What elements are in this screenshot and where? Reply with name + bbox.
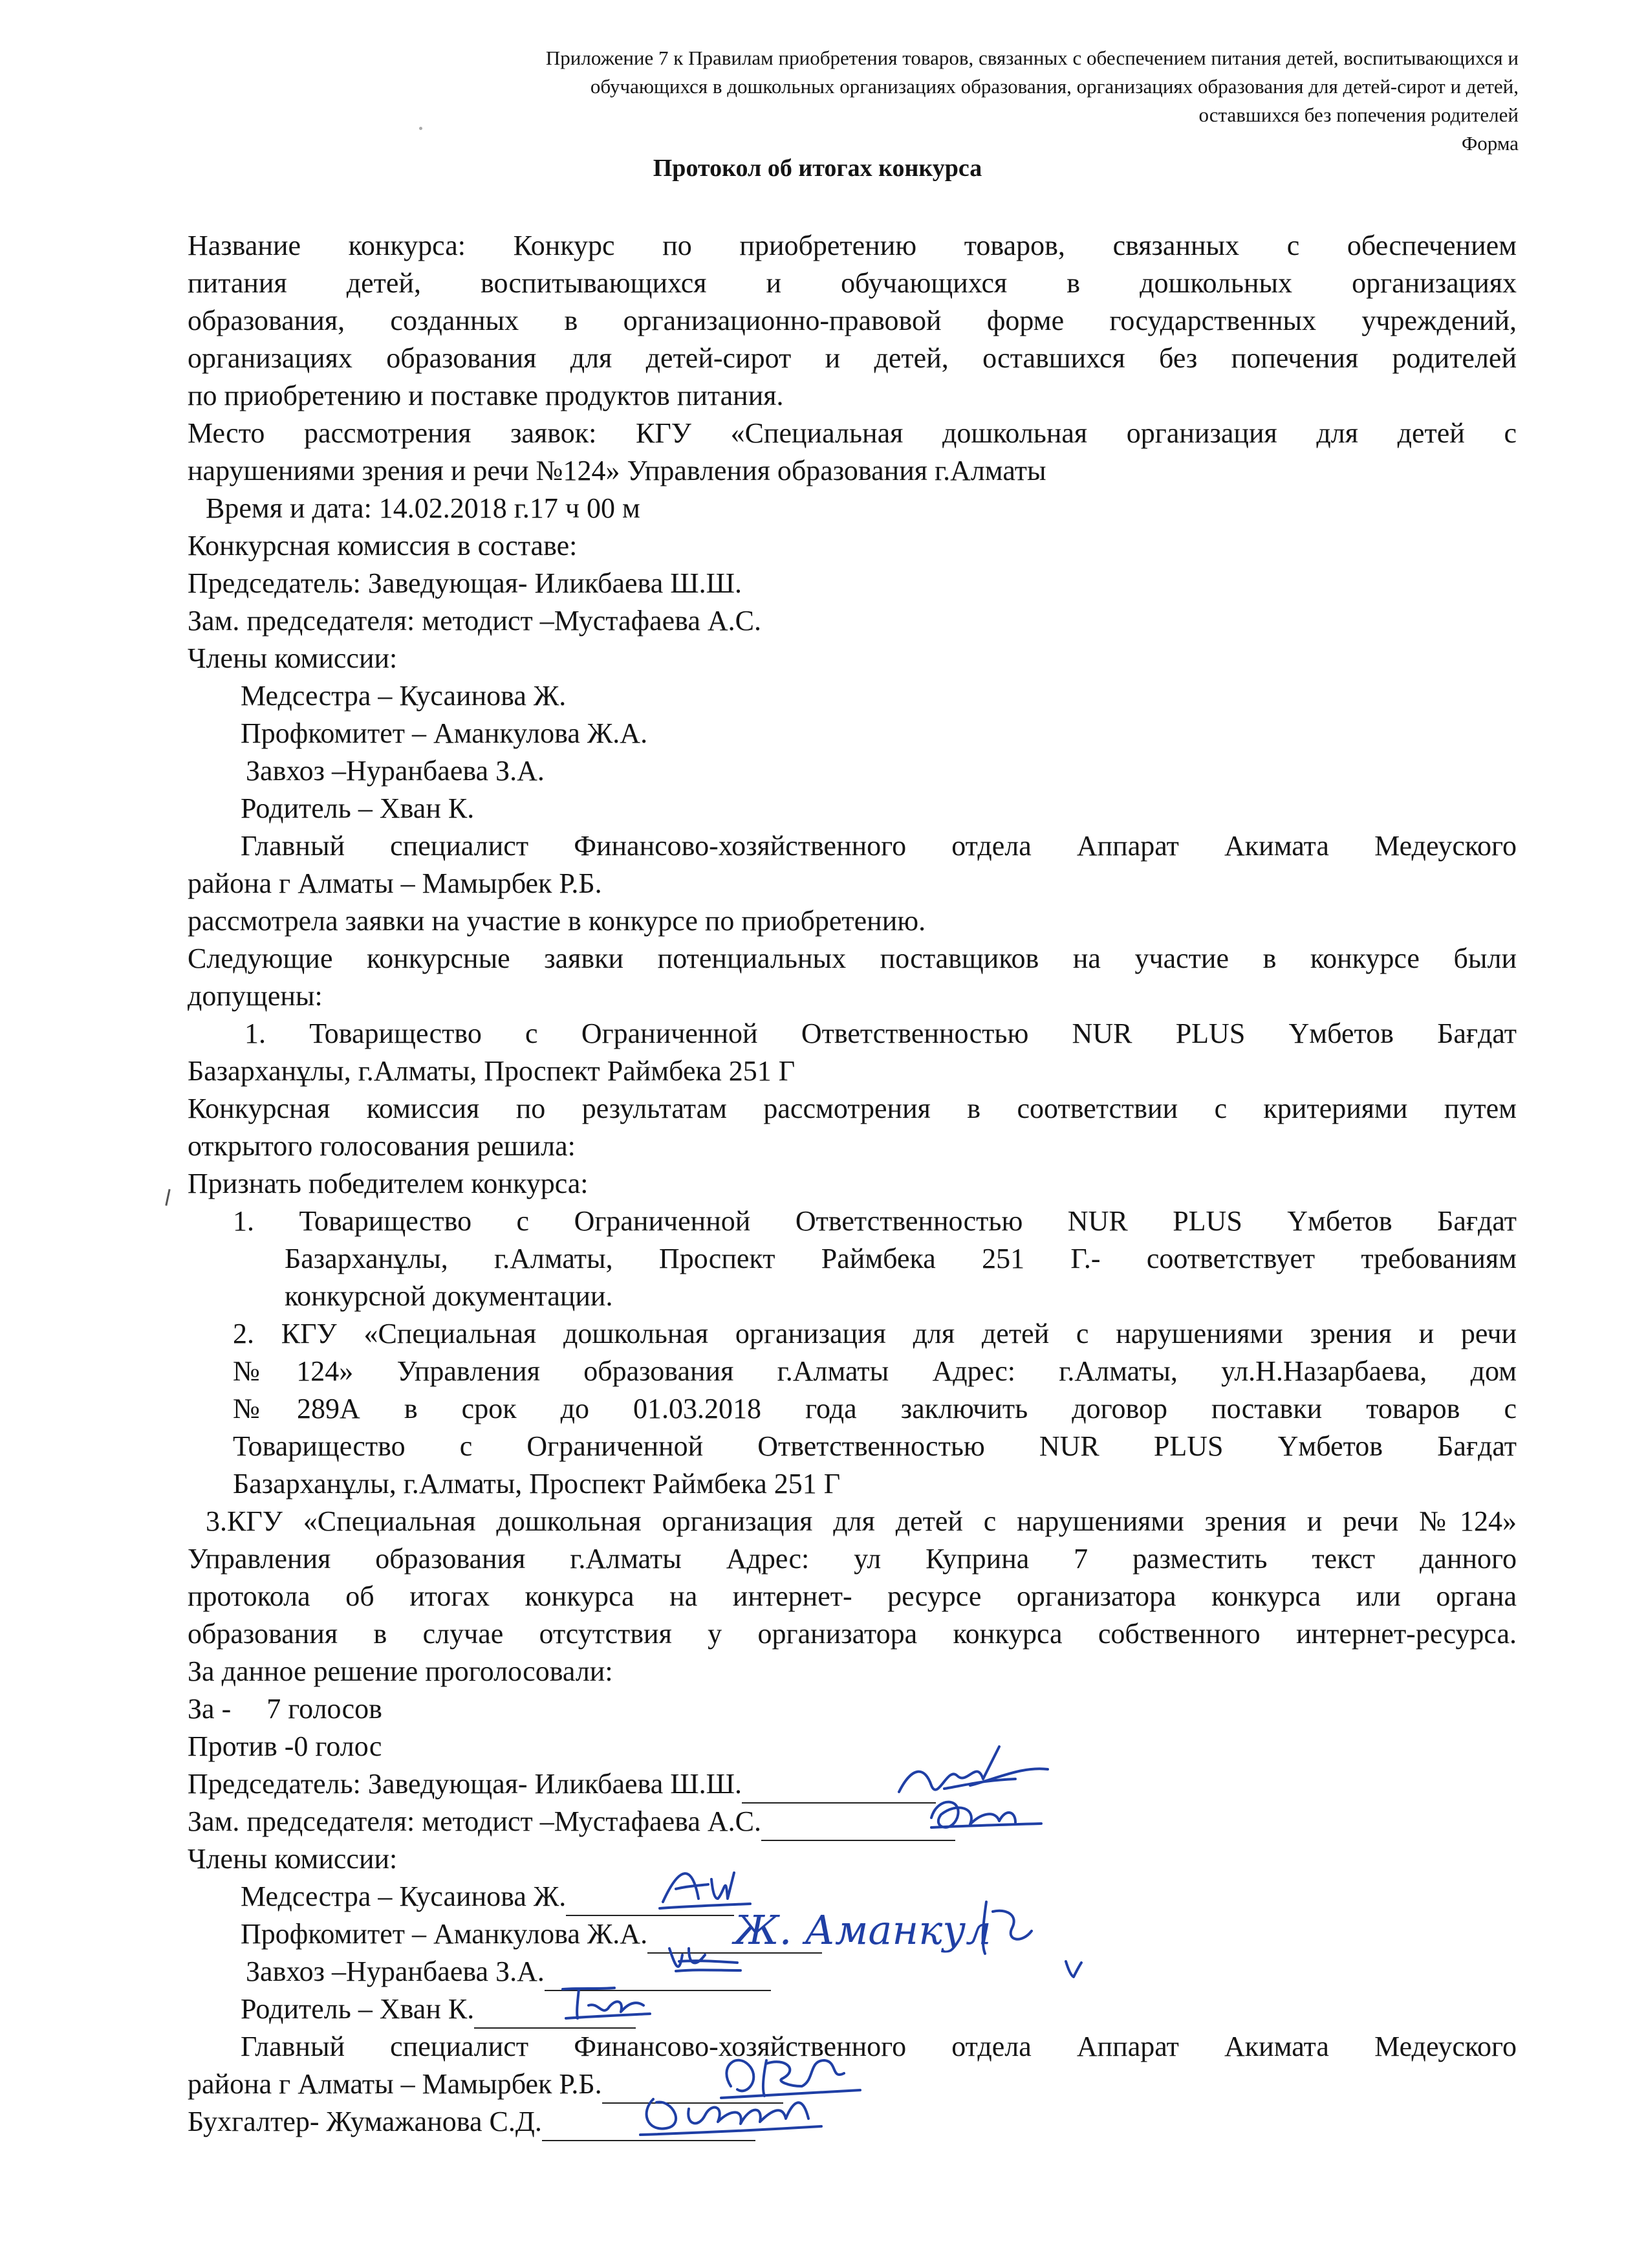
member-line: Профкомитет – Аманкулова Ж.А. bbox=[241, 717, 648, 749]
body-line: открытого голосования решила: bbox=[188, 1130, 576, 1162]
member-line: Родитель – Хван К. bbox=[241, 792, 475, 824]
signatory-name: Завхоз –Нуранбаева З.А. bbox=[246, 1956, 545, 1987]
member-line: Медсестра – Кусаинова Ж. bbox=[241, 680, 567, 712]
body-line: по приобретению и поставке продуктов питания. bbox=[188, 380, 784, 411]
handwritten-signature-accountant bbox=[627, 2073, 847, 2144]
pen-mark bbox=[1061, 1954, 1087, 1986]
signatory-name: района г Алматы – Мамырбек Р.Б. bbox=[188, 2068, 602, 2100]
body-line: образования, созданных в организационно-правовой форме государственных учреждений, bbox=[188, 305, 1517, 336]
handwritten-signature-deputy bbox=[918, 1782, 1061, 1840]
vote-for-line: За - 7 голосов bbox=[188, 1693, 382, 1725]
body-line: За данное решение проголосовали: bbox=[188, 1655, 613, 1687]
date-time-line: Время и дата: 14.02.2018 г.17 ч 00 м bbox=[206, 492, 640, 524]
member-line: Завхоз –Нуранбаева З.А. bbox=[246, 755, 545, 787]
signature-line-parent bbox=[241, 1991, 1570, 2029]
signatory-name: Председатель: Заведующая- Иликбаева Ш.Ш. bbox=[188, 1768, 742, 1800]
handwritten-signature-union-text: Ж. Аманкул bbox=[734, 1906, 991, 1954]
signatory-name: Медсестра – Кусаинова Ж. bbox=[241, 1881, 567, 1912]
signature-line-chair bbox=[188, 1766, 1517, 1804]
body-line: Место рассмотрения заявок: КГУ «Специальная дошкольная организация для детей с bbox=[188, 417, 1517, 449]
signatory-name: Профкомитет – Аманкулова Ж.А. bbox=[241, 1918, 648, 1950]
body-line: протокола об итогах конкурса на интернет- ресурсе организатора конкурса или органа bbox=[188, 1580, 1517, 1612]
signatory-name: Родитель – Хван К. bbox=[241, 1993, 475, 2025]
appendix-header-line-2: обучающихся в дошкольных организациях образования, организациях образования для детей-сирот и детей, bbox=[590, 75, 1519, 98]
body-line: Следующие конкурсные заявки потенциальных поставщиков на участие в конкурсе были bbox=[188, 943, 1517, 974]
scan-mark bbox=[165, 1189, 170, 1206]
body-line: образования в случае отсутствия у организатора конкурса собственного интернет-ресурса. bbox=[188, 1618, 1517, 1650]
body-line: Конкурсная комиссия по результатам рассмотрения в соответствии с критериями путем bbox=[188, 1093, 1517, 1124]
winner-line: 1. Товарищество с Ограниченной Ответственностью NUR PLUS Үмбетов Бағдат bbox=[233, 1205, 1517, 1237]
body-line: Управления образования г.Алматы Адрес: ул Куприна 7 разместить текст данного bbox=[188, 1543, 1517, 1575]
member-line: Главный специалист Финансово-хозяйственного отдела Аппарат Акимата Медеуского bbox=[241, 830, 1517, 862]
body-line: Зам. председателя: методист –Мустафаева А.С. bbox=[188, 605, 761, 637]
body-line: нарушениями зрения и речи №124» Управления образования г.Алматы bbox=[188, 455, 1046, 486]
appendix-header-line-3: оставшихся без попечения родителей bbox=[1198, 104, 1519, 126]
body-line: 2. КГУ «Специальная дошкольная организация для детей с нарушениями зрения и речи bbox=[233, 1318, 1517, 1349]
signatory-name: Зам. председателя: методист –Мустафаева А.С. bbox=[188, 1805, 761, 1837]
body-line: Название конкурса: Конкурс по приобретению товаров, связанных с обеспечением bbox=[188, 230, 1517, 261]
signatory-name: Бухгалтер- Жумажанова С.Д. bbox=[188, 2106, 542, 2137]
winner-line: конкурсной документации. bbox=[285, 1280, 613, 1312]
body-line: организациях образования для детей-сирот и детей, оставшихся без попечения родителей bbox=[188, 342, 1517, 374]
body-line: Товарищество с Ограниченной Ответственностью NUR PLUS Үмбетов Бағдат bbox=[233, 1430, 1517, 1462]
body-line: 3.КГУ «Специальная дошкольная организация для детей с нарушениями зрения и речи №124» bbox=[206, 1505, 1517, 1537]
signature-line-deputy bbox=[188, 1804, 1517, 1841]
signature-line-finance: Главный специалист Финансово-хозяйственного отдела Аппарат Акимата Медеуского bbox=[241, 2031, 1517, 2062]
body-line: 1. Товарищество с Ограниченной Ответственностью NUR PLUS Үмбетов Бағдат bbox=[244, 1018, 1517, 1049]
body-line: №289А в срок до 01.03.2018 года заключить договор поставки товаров с bbox=[233, 1393, 1517, 1424]
body-line: Базарханұлы, г.Алматы, Проспект Раймбека 251 Г bbox=[233, 1468, 841, 1499]
scan-dot bbox=[419, 127, 422, 130]
body-line: Члены комиссии: bbox=[188, 642, 398, 674]
winner-line: Базарханұлы, г.Алматы, Проспект Раймбека 251 Г.- соответствует требованиям bbox=[285, 1243, 1517, 1274]
appendix-header-form-label: Форма bbox=[1461, 132, 1519, 155]
document-title: Протокол об итогах конкурса bbox=[653, 155, 982, 182]
body-line: рассмотрела заявки на участие в конкурсе по приобретению. bbox=[188, 905, 926, 937]
signature-members-heading: Члены комиссии: bbox=[188, 1843, 398, 1875]
handwritten-signature-supply bbox=[660, 1929, 750, 1987]
appendix-header-line-1: Приложение 7 к Правилам приобретения товаров, связанных с обеспечением питания детей, воспитывающихся и bbox=[545, 47, 1519, 69]
body-line: №124» Управления образования г.Алматы Адрес: г.Алматы, ул.Н.Назарбаева, дом bbox=[233, 1355, 1517, 1387]
body-line: Председатель: Заведующая- Иликбаева Ш.Ш. bbox=[188, 567, 742, 599]
body-line: питания детей, воспитывающихся и обучающихся в дошкольных организациях bbox=[188, 267, 1517, 299]
body-line: Признать победителем конкурса: bbox=[188, 1168, 589, 1199]
handwritten-signature-union bbox=[728, 1892, 1051, 1963]
handwritten-signature-parent bbox=[553, 1970, 656, 2028]
vote-against-line: Против -0 голос bbox=[188, 1730, 382, 1762]
body-line: района г Алматы – Мамырбек Р.Б. bbox=[188, 867, 602, 899]
body-line: Конкурсная комиссия в составе: bbox=[188, 530, 578, 562]
body-line: Базарханұлы, г.Алматы, Проспект Раймбека 251 Г bbox=[188, 1055, 796, 1087]
body-line: допущены: bbox=[188, 980, 323, 1012]
